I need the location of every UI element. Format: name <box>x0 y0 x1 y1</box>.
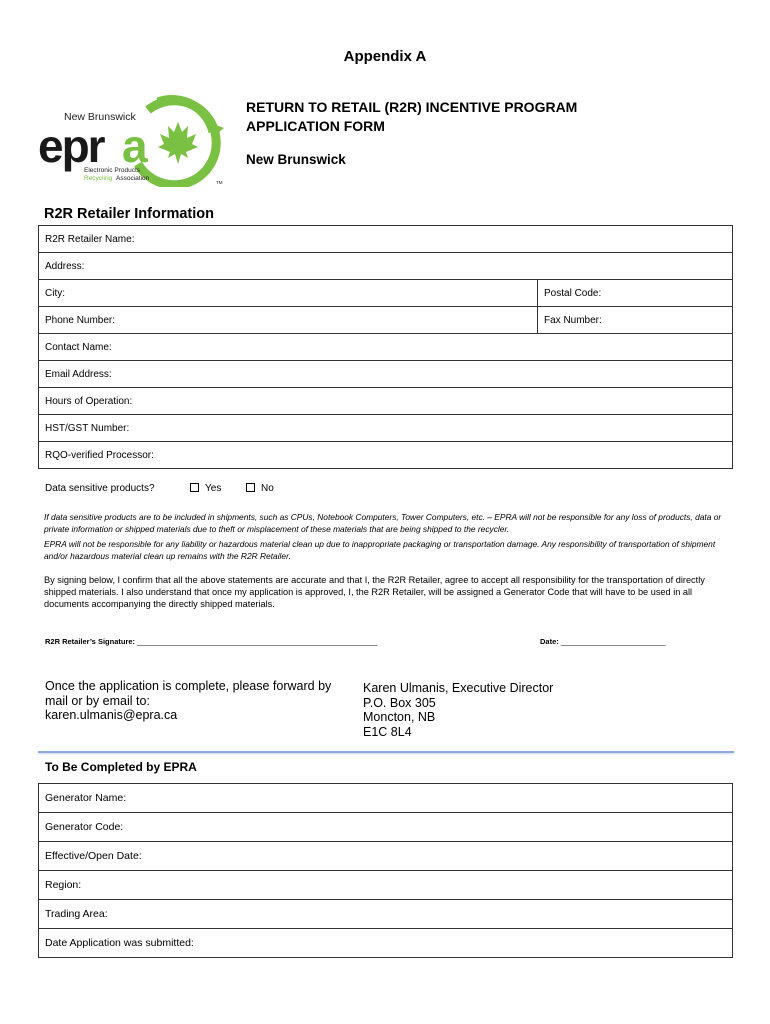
yes-checkbox[interactable] <box>190 483 199 492</box>
svg-text:a: a <box>122 120 148 172</box>
table-row <box>39 813 733 842</box>
table-row <box>39 442 733 469</box>
address-line-4: E1C 8L4 <box>363 724 412 739</box>
svg-text:Association: Association <box>116 175 150 182</box>
retailer-info-table <box>38 225 733 469</box>
hst-gst-field[interactable]: HST/GST Number: <box>39 415 733 442</box>
address-line-2: P.O. Box 305 <box>363 695 436 710</box>
address-field[interactable]: Address: <box>39 253 733 280</box>
postal-code-field[interactable]: Postal Code: <box>538 280 733 307</box>
date-line[interactable]: ___________________________ <box>560 637 666 646</box>
address-line-3: Moncton, NB <box>363 710 436 724</box>
svg-text:Electronic Products: Electronic Products <box>84 167 140 174</box>
disclaimer-liability: EPRA will not be responsible for any liability or hazardous material clean up due to inappropriate packaging or transportation damage. Any responsibility of transportation of shipment and/or hazardous material clean up remains with the R2R Retailer. <box>44 539 716 561</box>
signature-label: R2R Retailer’s Signature: <box>45 637 136 646</box>
effective-date-field[interactable]: Effective/Open Date: <box>39 842 733 871</box>
contact-name-field[interactable]: Contact Name: <box>39 334 733 361</box>
table-row <box>39 226 733 253</box>
forward-instructions <box>45 679 345 723</box>
generator-code-field[interactable]: Generator Code: <box>39 813 733 842</box>
table-row <box>39 388 733 415</box>
processor-field[interactable]: RQO-verified Processor: <box>39 442 733 469</box>
no-checkbox[interactable] <box>246 483 255 492</box>
disclaimer-data-loss: If data sensitive products are to be included in shipments, such as CPUs, Notebook Computers, Tower Computers, etc. – EPRA will not be responsible for any loss of products, data or private information or shipped materials due to theft or misplacement of these materials that are being shipped to the recycler. <box>44 512 722 534</box>
city-field[interactable]: City: <box>39 280 538 307</box>
epra-use-table <box>38 783 733 958</box>
table-row <box>39 900 733 929</box>
forward-text: Once the application is complete, please forward by mail or by email to: <box>45 679 332 708</box>
table-row <box>39 361 733 388</box>
table-row <box>39 307 733 334</box>
forward-email-link[interactable]: karen.ulmanis@epra.ca <box>45 708 178 722</box>
retailer-section-heading: R2R Retailer Information <box>44 206 214 222</box>
generator-name-field[interactable]: Generator Name: <box>39 784 733 813</box>
logo-province-text: New Brunswick <box>64 111 136 123</box>
svg-text:epr: epr <box>38 120 104 172</box>
signature-row <box>45 637 377 646</box>
svg-text:TM: TM <box>216 180 223 185</box>
yes-option[interactable] <box>190 483 221 494</box>
date-row <box>540 637 665 646</box>
retailer-name-field[interactable]: R2R Retailer Name: <box>39 226 733 253</box>
province-subtitle: New Brunswick <box>246 152 346 167</box>
signature-line[interactable]: ______________________________________________________________ <box>137 637 378 646</box>
data-sensitive-question: Data sensitive products? <box>45 483 155 494</box>
trading-area-field[interactable]: Trading Area: <box>39 900 733 929</box>
appendix-title: Appendix A <box>343 48 427 65</box>
table-row <box>39 415 733 442</box>
address-line-1: Karen Ulmanis, Executive Director <box>363 681 554 695</box>
region-field[interactable]: Region: <box>39 871 733 900</box>
epra-logo-graphic <box>38 92 228 187</box>
table-row <box>39 253 733 280</box>
no-label: No <box>261 483 274 494</box>
phone-field[interactable]: Phone Number: <box>39 307 538 334</box>
table-row <box>39 280 733 307</box>
agreement-statement: By signing below, I confirm that all the above statements are accurate and that I, the R2R Retailer, agree to accept all responsibility for the transportation of directly shipped materials. I also understand that once my application is approved, I, the R2R Retailer, will be assigned a Generator Code that will have to be used in all documents accompanying the directly shipped materials. <box>44 575 705 609</box>
epra-section-heading: To Be Completed by EPRA <box>45 760 197 774</box>
fax-field[interactable]: Fax Number: <box>538 307 733 334</box>
program-title-line1: RETURN TO RETAIL (R2R) INCENTIVE PROGRAM <box>246 99 578 115</box>
section-divider <box>38 751 734 753</box>
table-row <box>39 871 733 900</box>
svg-text:Recycling: Recycling <box>84 175 113 182</box>
table-row <box>39 842 733 871</box>
epra-logo <box>38 92 228 187</box>
hours-field[interactable]: Hours of Operation: <box>39 388 733 415</box>
table-row <box>39 929 733 958</box>
no-option[interactable] <box>246 483 274 494</box>
program-title-line2: APPLICATION FORM <box>246 118 385 134</box>
yes-label: Yes <box>205 483 222 494</box>
date-label: Date: <box>540 637 559 646</box>
table-row <box>39 334 733 361</box>
table-row <box>39 784 733 813</box>
date-submitted-field[interactable]: Date Application was submitted: <box>39 929 733 958</box>
email-field[interactable]: Email Address: <box>39 361 733 388</box>
program-title <box>246 98 577 136</box>
mailing-address <box>363 681 553 739</box>
